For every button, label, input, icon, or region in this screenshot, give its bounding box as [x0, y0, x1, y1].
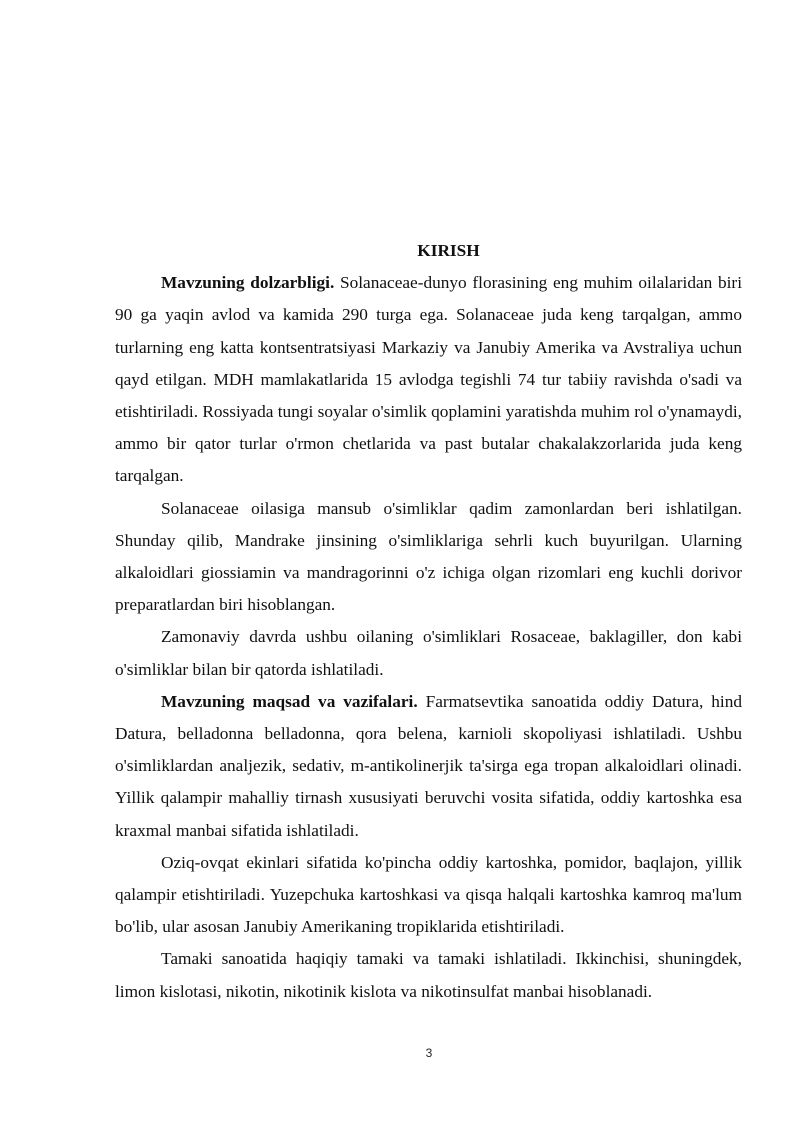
section-title: KIRISH: [417, 241, 480, 260]
paragraph-tobacco: [115, 943, 742, 1007]
paragraph-text: Solanaceae-dunyo florasining eng muhim oilalaridan biri 90 ga yaqin avlod va kamida 290 turga ega. Solanaceae juda keng tarqalgan, ammo turlarning eng katta kontsentratsiyasi Markaziy va Janubiy Amerika va Avstraliya uchun qayd etilgan. MDH mamlakatlarida 15 avlodga tegishli 74 tur tabiiy ravishda o'sadi va etishtiriladi. Rossiyada tungi soyalar o'simlik qoplamini yaratishda muhim rol o'ynamaydi, ammo bir qator turlar o'rmon chetlarida va past butalar chakalakzorlarida juda keng tarqalgan.: [115, 273, 742, 486]
paragraph-text: Solanaceae oilasiga mansub o'simliklar qadim zamonlardan beri ishlatilgan. Shunday qilib, Mandrake jinsining o'simliklariga sehrli kuch buyurilgan. Ularning alkaloidlari giossiamin va mandragorinni o'z ichiga olgan rizomlari eng kuchli dorivor preparatlardan biri hisoblangan.: [115, 498, 742, 615]
paragraph-lead: Mavzuning maqsad va vazifalari.: [161, 691, 418, 711]
paragraph-food-crops: [115, 847, 742, 944]
paragraph-text: Zamonaviy davrda ushbu oilaning o'simliklari Rosaceae, baklagiller, don kabi o'simliklar bilan bir qatorda ishlatiladi.: [115, 627, 742, 679]
paragraph-text: Tamaki sanoatida haqiqiy tamaki va tamaki ishlatiladi. Ikkinchisi, shuningdek, limon kislotasi, nikotin, nikotinik kislota va nikotinsulfat manbai hisoblanadi.: [115, 949, 742, 1001]
paragraph-relevance: [115, 267, 742, 492]
page-number: 3: [425, 1046, 433, 1060]
paragraph-modern-use: [115, 621, 742, 685]
paragraph-history: [115, 493, 742, 622]
paragraph-goals: [115, 686, 742, 847]
paragraph-text: Farmatsevtika sanoatida oddiy Datura, hind Datura, belladonna belladonna, qora belena, karnioli skopoliyasi ishlatiladi. Ushbu o'simliklardan analjezik, sedativ, m-antikolinerjik ta'sirga ega tropan alkaloidlari olinadi. Yillik qalampir mahalliy tirnash xususiyati beruvchi vosita sifatida, oddiy kartoshka esa kraxmal manbai sifatida ishlatiladi.: [115, 691, 742, 840]
document-body: [115, 235, 742, 1008]
paragraph-lead: Mavzuning dolzarbligi.: [161, 273, 335, 293]
paragraph-text: Oziq-ovqat ekinlari sifatida ko'pincha oddiy kartoshka, pomidor, baqlajon, yillik qalampir etishtiriladi. Yuzepchuka kartoshkasi va qisqa halqali kartoshka kamroq ma'lum bo'lib, ular asosan Janubiy Amerikaning tropiklarida etishtiriladi.: [115, 852, 742, 937]
